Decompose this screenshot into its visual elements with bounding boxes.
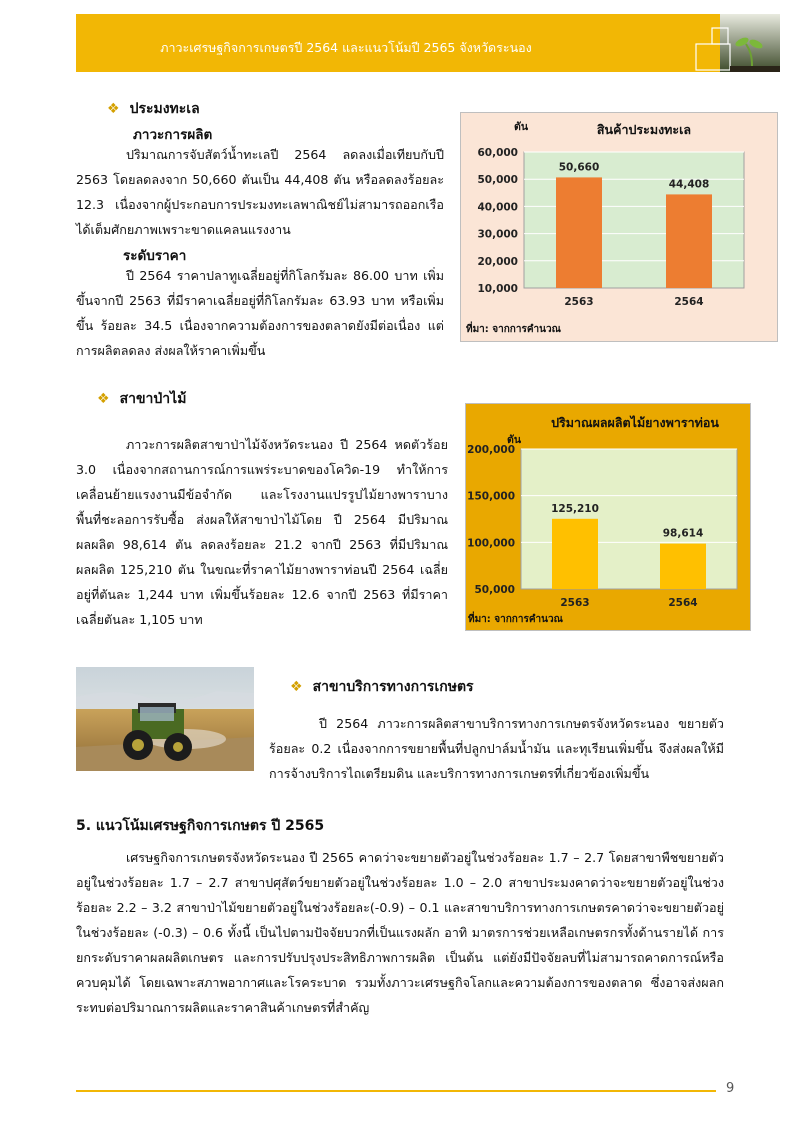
x-tick-label: 2563 <box>560 597 590 609</box>
forestry-section-title: ❖ สาขาป่าไม้ <box>97 391 187 407</box>
data-label: 44,408 <box>668 178 710 191</box>
y-axis-unit: ตัน <box>514 121 528 133</box>
fishery-production-paragraph: ปริมาณการจับสัตว์น้ำทะเลปี 2564 ลดลงเมื่อเทียบกับปี 2563 โดยลดลงจาก 50,660 ตันเป็น 44,408 ตัน หรือลดลงร้อยละ 12.3 เนื่องจากผู้ประกอบการประมงทะเลพาณิชย์ไม่สามารถออกเรือได้เต็มศักยภาพเพราะขาดแคลนแรงงาน <box>76 147 444 237</box>
services-section-title: ❖ สาขาบริการทางการเกษตร <box>290 679 474 695</box>
y-tick-label: 10,000 <box>477 283 518 295</box>
y-axis-unit: ตัน <box>507 434 521 446</box>
diamond-bullet-icon: ❖ <box>107 101 120 117</box>
bar-2564 <box>666 194 712 288</box>
data-label: 50,660 <box>558 161 600 174</box>
footer-rule <box>76 1090 716 1092</box>
chart-title: ปริมาณผลผลิตไม้ยางพาราท่อน <box>551 415 719 430</box>
rubberwood-chart <box>465 403 751 631</box>
production-heading: ภาวะการผลิต <box>133 127 213 143</box>
fishery-section-title: ❖ ประมงทะเล <box>107 101 200 117</box>
outlook-section-title: 5. แนวโน้มเศรษฐกิจการเกษตร ปี 2565 <box>76 818 325 834</box>
y-tick-label: 60,000 <box>477 147 518 159</box>
forestry-paragraph: ภาวะการผลิตสาขาป่าไม้จังหวัดระนอง ปี 2564 หดตัวร้อย 3.0 เนื่องจากสถานการณ์การแพร่ระบาดของโควิด-19 ทำให้การเคลื่อนย้ายแรงงานมีข้อจำกัด และโรงงานแปรรูปไม้ยางพาราบางพื้นที่ชะลอการรับซื้อ ส่งผลให้สาขาป่าไม้โดย ปี 2564 มีปริมาณผลผลิต 98,614 ตัน ลดลงร้อยละ 21.2 จากปี 2563 ที่มีปริมาณผลผลิต 125,210 ตัน ในขณะที่ราคาไม้ยางพาราท่อนปี 2564 เฉลี่ยอยู่ที่ตันละ 1,244 บาท เพิ่มขึ้นร้อยละ 12.6 จากปี 2563 ที่มีราคาเฉลี่ยตันละ 1,105 บาท <box>76 437 448 627</box>
fishery-chart-svg <box>460 112 778 342</box>
diamond-bullet-icon: ❖ <box>290 679 303 695</box>
data-label: 125,210 <box>551 502 599 515</box>
chart-source: ที่มา: จากการคำนวณ <box>466 324 561 335</box>
diamond-bullet-icon: ❖ <box>97 391 110 407</box>
tractor-photo <box>76 667 254 771</box>
x-tick-label: 2564 <box>674 296 704 308</box>
header-banner <box>76 14 780 72</box>
y-tick-label: 20,000 <box>477 255 518 268</box>
y-tick-label: 150,000 <box>467 490 515 503</box>
services-paragraph: ปี 2564 ภาวะการผลิตสาขาบริการทางการเกษตรจังหวัดระนอง ขยายตัวร้อยละ 0.2 เนื่องจากการขยายพื้นที่ปลูกปาล์มน้ำมัน และทุเรียนเพิ่มขึ้น จึงส่งผลให้มีการจ้างบริการไถเตรียมดิน และบริการทางการเกษตรที่เกี่ยวข้องเพิ่มขึ้น <box>269 716 724 781</box>
y-tick-label: 40,000 <box>477 201 518 214</box>
bar-2563 <box>552 519 598 589</box>
outlook-paragraph: เศรษฐกิจการเกษตรจังหวัดระนอง ปี 2565 คาดว่าจะขยายตัวอยู่ในช่วงร้อยละ 1.7 – 2.7 โดยสาขาพืชขยายตัวอยู่ในช่วงร้อยละ 1.7 – 2.7 สาขาปศุสัตว์ขยายตัวอยู่ในช่วงร้อยละ 1.0 – 2.0 สาขาประมงคาดว่าจะขยายตัวอยู่ในช่วงร้อยละ 2.2 – 3.2 สาขาป่าไม้ขยายตัวอยู่ในช่วงร้อยละ(-0.9) – 0.1 และสาขาบริการทางการเกษตรคาดว่าจะขยายตัวอยู่ในช่วงร้อยละ (-0.3) – 0.6 ทั้งนี้ เป็นไปตามปัจจัยบวกที่เป็นแรงผลัก อาทิ มาตรการช่วยเหลือเกษตรกรทั้งด้านรายได้ การยกระดับราคาผลผลิตเกษตร และการปรับปรุงประสิทธิภาพการผลิต เป็นต้น แต่ยังมีปัจจัยลบที่ไม่สามารถคาดการณ์หรือควบคุมได้ โดยเฉพาะสภาพอากาศและโรคระบาด รวมทั้งภาวะเศรษฐกิจโลกและความต้องการของตลาด ซึ่งอาจส่งผลกระทบต่อปริมาณการผลิตและราคาสินค้าเกษตรที่สำคัญ <box>76 850 724 1015</box>
y-tick-label: 50,000 <box>477 174 518 187</box>
chart-source: ที่มา: จากการคำนวณ <box>468 614 563 625</box>
data-label: 98,614 <box>662 527 704 540</box>
bar-2564 <box>660 544 706 589</box>
page-number: 9 <box>726 1081 735 1096</box>
price-heading: ระดับราคา <box>123 248 187 264</box>
bar-2563 <box>556 177 602 288</box>
y-tick-label: 50,000 <box>474 584 515 596</box>
header-title: ภาวะเศรษฐกิจการเกษตรปี 2564 และแนวโน้มปี 2565 จังหวัดระนอง <box>160 40 532 55</box>
chart-title: สินค้าประมงทะเล <box>596 122 692 137</box>
y-tick-label: 100,000 <box>467 537 515 550</box>
y-tick-label: 200,000 <box>467 444 515 456</box>
fishery-chart <box>460 112 778 342</box>
rubberwood-chart-svg <box>465 403 751 631</box>
seedling-photo <box>690 14 780 72</box>
x-tick-label: 2563 <box>564 296 594 308</box>
fishery-price-paragraph: ปี 2564 ราคาปลาทูเฉลี่ยอยู่ที่กิโลกรัมละ 86.00 บาท เพิ่มขึ้นจากปี 2563 ที่มีราคาเฉลี่ยอยู่ที่กิโลกรัมละ 63.93 บาท หรือเพิ่มขึ้น ร้อยละ 34.5 เนื่องจากความต้องการของตลาดยังมีต่อเนื่อง แต่การผลิตลดลง ส่งผลให้ราคาเพิ่มขึ้น <box>76 268 444 358</box>
x-tick-label: 2564 <box>668 597 698 609</box>
y-tick-label: 30,000 <box>477 228 518 241</box>
